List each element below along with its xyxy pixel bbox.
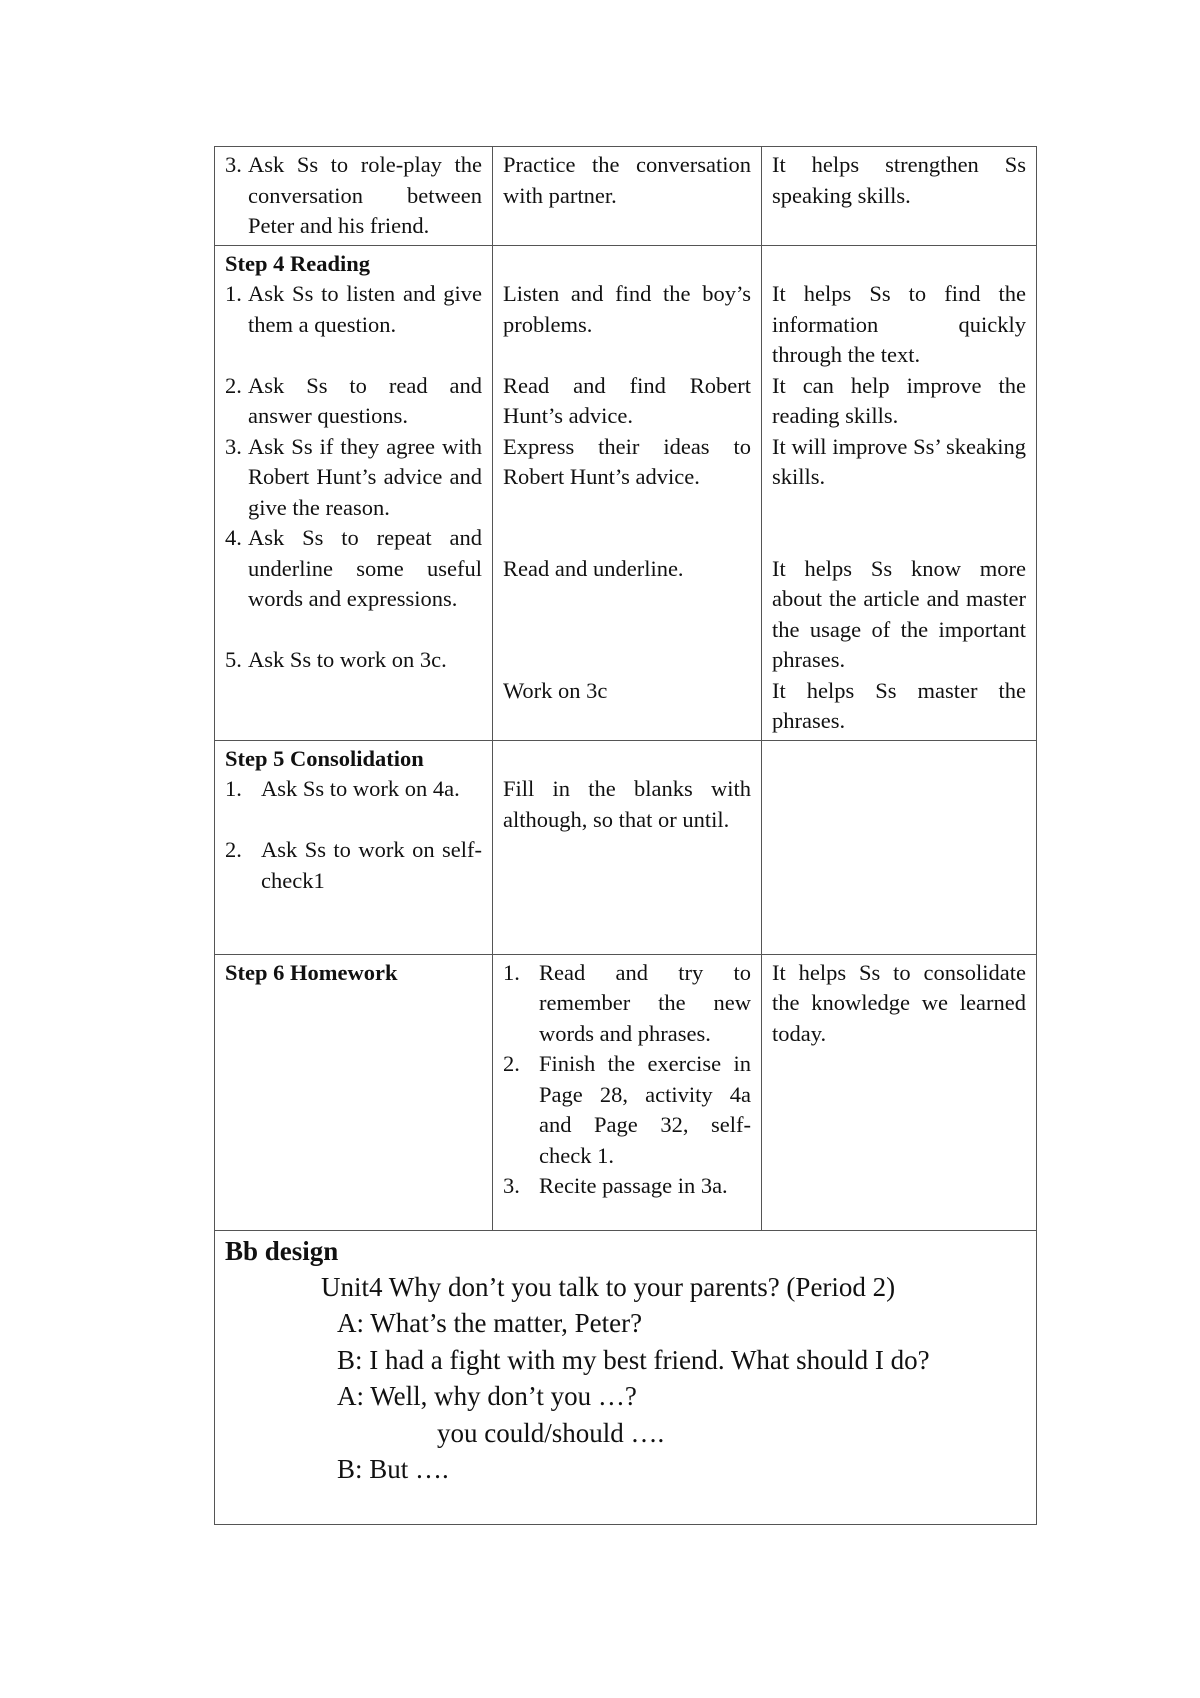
step-title: Step 6 Homework bbox=[225, 959, 398, 985]
list-item bbox=[225, 371, 482, 432]
bb-unit-heading: Unit4 Why don’t you talk to your parents? (Period 2) bbox=[321, 1271, 896, 1302]
spacer bbox=[503, 744, 751, 775]
item-number: 3. bbox=[503, 1173, 520, 1198]
spacer bbox=[225, 340, 482, 371]
item-number: 4. bbox=[225, 525, 242, 550]
spacer bbox=[503, 523, 751, 554]
purpose-cell bbox=[762, 954, 1037, 1230]
list-item bbox=[503, 958, 751, 1050]
list-item bbox=[225, 523, 482, 615]
list-item bbox=[225, 432, 482, 524]
purpose-text: It helps Ss master the phrases. bbox=[772, 677, 1026, 733]
empty-line bbox=[503, 249, 751, 280]
list-item bbox=[225, 835, 482, 896]
item-text: Ask Ss to read and answer questions. bbox=[248, 372, 482, 428]
bb-dialogue-line: B: I had a fight with my best friend. What should I do? bbox=[337, 1344, 930, 1375]
bb-dialogue-line: you could/should …. bbox=[437, 1417, 665, 1448]
student-cell bbox=[493, 147, 762, 246]
bb-dialogue-line: A: Well, why don’t you …? bbox=[337, 1381, 637, 1411]
purpose-text: It helps strengthen Ss speaking skills. bbox=[772, 152, 1026, 208]
item-number: 1. bbox=[503, 959, 520, 985]
list-item bbox=[225, 279, 482, 340]
student-cell bbox=[493, 740, 762, 954]
spacer bbox=[225, 615, 482, 646]
spacer bbox=[503, 615, 751, 646]
spacer bbox=[503, 340, 751, 371]
item-number: 1. bbox=[225, 281, 242, 306]
item-text: Ask Ss to work on 4a. bbox=[261, 776, 460, 801]
bb-dialogue-line: A: What’s the matter, Peter? bbox=[337, 1308, 643, 1338]
spacer bbox=[503, 645, 751, 676]
teacher-cell bbox=[215, 245, 493, 740]
item-text: Ask Ss to role-play the conversation between Peter and his friend. bbox=[248, 152, 482, 238]
item-text: Read and try to remember the new words and phrases. bbox=[539, 959, 751, 1046]
lesson-plan-table bbox=[214, 146, 1037, 1525]
spacer bbox=[772, 523, 1026, 554]
item-text: Ask Ss to work on self-check1 bbox=[261, 837, 482, 893]
row-step4-reading bbox=[215, 245, 1037, 740]
student-activity: Fill in the blanks with although, so that or until. bbox=[503, 776, 751, 832]
row-roleplay bbox=[215, 147, 1037, 246]
item-text: Ask Ss to repeat and underline some useful words and expressions. bbox=[248, 525, 482, 611]
item-number: 2. bbox=[503, 1051, 520, 1076]
purpose-text: It helps Ss know more about the article and master the usage of the important phrases. bbox=[772, 555, 1026, 672]
row-step6-homework bbox=[215, 954, 1037, 1230]
purpose-cell bbox=[762, 245, 1037, 740]
student-cell bbox=[493, 245, 762, 740]
purpose-cell bbox=[762, 740, 1037, 954]
item-number: 2. bbox=[225, 372, 242, 398]
purpose-text: It helps Ss to consolidate the knowledge we learned today. bbox=[772, 959, 1026, 1046]
purpose-text: It can help improve the reading skills. bbox=[772, 372, 1026, 428]
student-cell bbox=[493, 954, 762, 1230]
teacher-cell bbox=[215, 147, 493, 246]
item-number: 3. bbox=[225, 152, 242, 177]
list-item bbox=[225, 150, 482, 242]
item-number: 5. bbox=[225, 647, 242, 672]
item-text: Ask Ss to work on 3c. bbox=[248, 647, 447, 672]
list-item bbox=[503, 1171, 751, 1202]
student-activity: Listen and find the boy’s problems. bbox=[503, 281, 751, 337]
item-text: Ask Ss if they agree with Robert Hunt’s advice and give the reason. bbox=[248, 433, 482, 520]
spacer bbox=[225, 805, 482, 836]
item-text: Finish the exercise in Page 28, activity 4a and Page 32, self-check 1. bbox=[539, 1051, 751, 1168]
teacher-cell bbox=[215, 954, 493, 1230]
purpose-text: It helps Ss to find the information quickly through the text. bbox=[772, 281, 1026, 367]
student-activity: Read and underline. bbox=[503, 555, 684, 581]
step-title: Step 5 Consolidation bbox=[225, 745, 424, 771]
spacer bbox=[503, 584, 751, 615]
item-number: 3. bbox=[225, 433, 242, 459]
item-text: Ask Ss to listen and give them a question. bbox=[248, 281, 482, 337]
item-text: Recite passage in 3a. bbox=[539, 1173, 728, 1198]
bb-dialogue-line: B: But …. bbox=[337, 1454, 449, 1484]
bb-title: Bb design bbox=[225, 1235, 339, 1266]
list-item bbox=[225, 645, 482, 676]
step-title: Step 4 Reading bbox=[225, 250, 371, 276]
student-activity: Practice the conversation with partner. bbox=[503, 152, 751, 208]
purpose-text: It will improve Ss’ skeaking skills. bbox=[772, 433, 1026, 489]
student-activity: Work on 3c bbox=[503, 677, 608, 703]
spacer bbox=[772, 493, 1026, 524]
row-step5-consolidation bbox=[215, 740, 1037, 954]
list-item bbox=[225, 774, 482, 805]
student-activity: Express their ideas to Robert Hunt’s advice. bbox=[503, 433, 751, 489]
spacer bbox=[503, 493, 751, 524]
bb-design-cell bbox=[215, 1230, 1037, 1524]
row-bb-design bbox=[215, 1230, 1037, 1524]
purpose-cell bbox=[762, 147, 1037, 246]
item-number: 2. bbox=[225, 837, 242, 862]
student-activity: Read and find Robert Hunt’s advice. bbox=[503, 372, 751, 428]
item-number: 1. bbox=[225, 776, 242, 801]
teacher-cell bbox=[215, 740, 493, 954]
spacer bbox=[772, 249, 1026, 280]
list-item bbox=[503, 1049, 751, 1171]
